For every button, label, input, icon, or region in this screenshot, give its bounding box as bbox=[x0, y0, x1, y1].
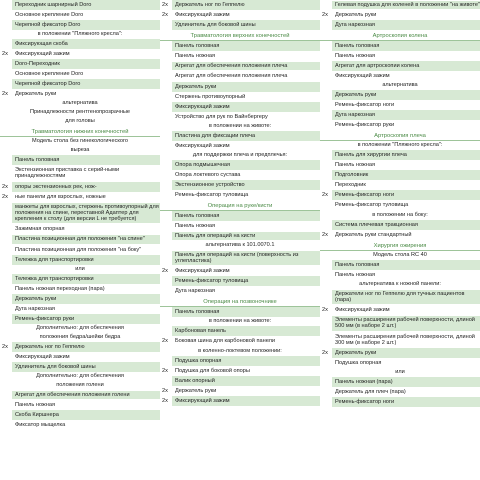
list-item bbox=[320, 377, 480, 387]
quantity-label: 2x bbox=[322, 307, 328, 314]
list-item bbox=[320, 305, 480, 315]
note-text: альтернатива к ножной панели: bbox=[359, 280, 441, 287]
note-text: положения голени bbox=[56, 382, 104, 389]
note-text: альтернатива bbox=[62, 100, 98, 106]
item-label: Держатель ног по Геппелю bbox=[12, 342, 160, 352]
quantity-label: 2x bbox=[162, 2, 168, 8]
note-text: Дополнительно: для обеспечения bbox=[36, 373, 124, 380]
item-label: Панель ножная bbox=[172, 221, 320, 231]
list-item bbox=[320, 230, 480, 240]
list-item bbox=[0, 192, 160, 202]
section-heading: Артроскопия колена bbox=[320, 30, 480, 41]
item-label: Панель для операций на кисти (поверхность из углепластика) bbox=[172, 251, 320, 266]
list-item bbox=[160, 231, 320, 241]
list-item bbox=[0, 294, 160, 304]
list-item bbox=[0, 362, 160, 372]
item-label: Фиксирующий зажим bbox=[332, 71, 480, 81]
item-label: Устройство для рук по Вайнбергеру bbox=[172, 112, 320, 122]
item-label: Подголовник bbox=[332, 170, 480, 180]
item-label: опоры экстензионных рек, нож- bbox=[12, 182, 160, 192]
list-item bbox=[0, 352, 160, 362]
quantity-label: 2x bbox=[322, 350, 328, 357]
quantity-label: 2x bbox=[162, 12, 168, 18]
item-label: Гелевая подушка для коленей в положении "на животе" bbox=[332, 1, 480, 9]
item-label: Пластина для фиксации плеча bbox=[172, 131, 320, 141]
item-label: Панель ножная (пара) bbox=[332, 377, 480, 387]
list-item bbox=[160, 376, 320, 386]
quantity-label: 2x bbox=[2, 183, 8, 190]
note-text: выреза bbox=[70, 147, 90, 153]
item-label: Ремень-фиксатор туловища bbox=[172, 190, 320, 200]
item-label: Зажимная опорная bbox=[12, 224, 160, 234]
note-text: в положении "Пляжного кресла": bbox=[357, 142, 443, 149]
item-label: Панель для хирургии плеча bbox=[332, 150, 480, 160]
item-label: Черепной фиксатор Doro bbox=[12, 79, 160, 89]
list-item bbox=[0, 155, 160, 165]
item-label: Боковая шина для карбоновой панели bbox=[172, 337, 320, 345]
note-text: Принадлежности рентгенопрозрачные bbox=[29, 109, 131, 115]
item-label: Опора подмышечная bbox=[172, 160, 320, 170]
list-item bbox=[0, 342, 160, 352]
list-item bbox=[0, 245, 160, 255]
item-label: Дуга наркозная bbox=[172, 286, 320, 296]
list-item bbox=[320, 180, 480, 190]
item-label: Экстензионное устройство bbox=[172, 180, 320, 190]
item-label: манжеты для взрослых, стержень противоупорный для положения на спине, переставной Адаптер для крепления к столу (для версии L не требуется) bbox=[12, 203, 160, 224]
item-label: Держатель руки bbox=[12, 89, 160, 99]
item-label: Агрегат для обеспечения положения плеча bbox=[172, 72, 320, 80]
list-item bbox=[160, 51, 320, 61]
item-label: Карбоновая панель bbox=[172, 326, 320, 336]
item-label: Панель ножная bbox=[172, 51, 320, 61]
item-label: Стержень противоупорный bbox=[172, 92, 320, 102]
list-item bbox=[160, 326, 320, 336]
note-text: для головы bbox=[65, 118, 95, 124]
item-label: Дуга наркозная bbox=[12, 304, 160, 314]
note-text: альтернатива к 101.0070.1 bbox=[205, 241, 275, 248]
list-item bbox=[160, 71, 320, 81]
item-label: Экстензионная приставка с серий-ными принадлежностями bbox=[12, 166, 160, 181]
list-item bbox=[0, 400, 160, 410]
section-heading: Травматология верхних конечностей bbox=[160, 30, 320, 41]
item-label: Панель ножная bbox=[12, 400, 160, 410]
note-text: для поддержки плеча и предплечья: bbox=[192, 151, 288, 158]
item-label: Фиксирующий зажим bbox=[12, 352, 160, 362]
item-label: Держатель руки bbox=[332, 10, 480, 20]
list-item bbox=[320, 90, 480, 100]
list-item bbox=[0, 410, 160, 420]
list-item bbox=[160, 307, 320, 317]
item-label: Пластина позиционная для положения "на спине" bbox=[12, 235, 160, 243]
item-label: Фиксирующий зажим bbox=[172, 10, 320, 20]
item-label: Валик опорный bbox=[172, 376, 320, 386]
item-label: Держатель руки bbox=[332, 348, 480, 358]
item-label: Панель головная bbox=[12, 155, 160, 165]
item-label: Панель ножная переходная (пара) bbox=[12, 284, 160, 294]
list-item bbox=[0, 182, 160, 192]
list-item bbox=[320, 200, 480, 210]
list-item bbox=[320, 270, 480, 280]
item-label: Ремень-фиксатор руки bbox=[332, 120, 480, 130]
list-item bbox=[160, 112, 320, 122]
list-item bbox=[160, 286, 320, 296]
list-item bbox=[320, 190, 480, 200]
list-item bbox=[160, 141, 320, 151]
list-item bbox=[160, 266, 320, 276]
item-label: Фиксирующий зажим bbox=[172, 102, 320, 112]
list-item bbox=[0, 79, 160, 89]
list-item bbox=[160, 211, 320, 221]
list-item bbox=[0, 202, 160, 225]
item-label: Ремень-фиксатор ноги bbox=[332, 100, 480, 110]
quantity-label: 2x bbox=[162, 367, 168, 374]
list-item bbox=[160, 221, 320, 231]
item-label: Тележка для транспортировки bbox=[12, 274, 160, 284]
item-label: Держатель руки bbox=[12, 294, 160, 304]
list-item bbox=[160, 336, 320, 346]
item-label: Панель головная bbox=[172, 211, 320, 221]
list-item bbox=[320, 150, 480, 160]
quantity-label: 2x bbox=[322, 231, 328, 238]
item-label: Ремень-фиксатор туловища bbox=[172, 276, 320, 286]
section-heading: Артроскопия плеча bbox=[320, 130, 480, 141]
quantity-label: 2x bbox=[162, 268, 168, 275]
item-label: Подушка опорная bbox=[332, 358, 480, 368]
section-heading: Травматология нижних конечностей bbox=[0, 126, 160, 137]
note-text: или bbox=[75, 266, 85, 273]
list-item bbox=[0, 274, 160, 284]
item-label: Пластина позиционная для положения "на боку" bbox=[12, 246, 160, 254]
column-2 bbox=[160, 0, 320, 406]
note-text: в положении на животе: bbox=[208, 122, 272, 129]
item-label: Держатель руки bbox=[172, 386, 320, 396]
note-text: Дополнительно: для обеспечения bbox=[36, 325, 124, 332]
quantity-label: 2x bbox=[322, 12, 328, 19]
list-item bbox=[160, 190, 320, 200]
quantity-label: 2x bbox=[162, 387, 168, 394]
list-item bbox=[160, 276, 320, 286]
list-item bbox=[160, 20, 320, 30]
item-label: Удлинитель для боковой шины bbox=[172, 20, 320, 30]
list-item bbox=[0, 234, 160, 244]
list-item bbox=[160, 386, 320, 396]
item-label: Переходник шарнирный Doro bbox=[12, 0, 160, 10]
list-item bbox=[0, 10, 160, 20]
note-text: в положении на животе: bbox=[208, 318, 272, 325]
list-item bbox=[160, 0, 320, 10]
item-label: Элементы расширения рабочей поверхности, длиной 300 мм (в наборе 2 шт.) bbox=[332, 333, 480, 348]
item-label: Панель головная bbox=[172, 307, 320, 317]
list-item bbox=[320, 260, 480, 270]
note-text: Модель стола без гинекологического bbox=[31, 138, 129, 144]
list-item bbox=[320, 41, 480, 51]
list-item bbox=[160, 180, 320, 190]
item-label: Основное крепление Doro bbox=[12, 10, 160, 20]
list-item bbox=[160, 356, 320, 366]
item-label: Панель ножная bbox=[332, 270, 480, 280]
item-label: Основное крепление Doro bbox=[12, 69, 160, 79]
item-label: Панель ножная bbox=[332, 160, 480, 170]
item-label: Скоба Киршнера bbox=[12, 410, 160, 420]
item-label: Фиксирующий зажим bbox=[332, 305, 480, 315]
list-item bbox=[320, 315, 480, 332]
list-item bbox=[320, 170, 480, 180]
quantity-label: 2x bbox=[162, 397, 168, 404]
list-item bbox=[0, 59, 160, 69]
list-item bbox=[160, 82, 320, 92]
item-label: Тележка для транспортировки bbox=[12, 255, 160, 265]
item-label: Подушка опорная bbox=[172, 356, 320, 366]
item-label: Панель головная bbox=[332, 260, 480, 270]
list-item bbox=[0, 20, 160, 30]
note-text: в положении "Пляжного кресла": bbox=[37, 31, 123, 37]
quantity-label: 2x bbox=[2, 193, 8, 200]
item-label: Держатель руки bbox=[172, 82, 320, 92]
list-item bbox=[320, 397, 480, 407]
list-item bbox=[160, 160, 320, 170]
list-item bbox=[320, 289, 480, 306]
section-heading: Операция на руке/кисти bbox=[160, 200, 320, 211]
list-item bbox=[320, 51, 480, 61]
item-label: Ремень-фиксатор руки bbox=[12, 314, 160, 324]
list-item bbox=[0, 165, 160, 182]
item-label: Ремень-фиксатор ноги bbox=[332, 397, 480, 407]
item-label: Doro-Переходник bbox=[12, 59, 160, 69]
list-item bbox=[320, 0, 480, 10]
item-label: Держатель для плеч (пара) bbox=[332, 387, 480, 397]
item-label: ные панели для взрослых, ножные bbox=[12, 192, 160, 202]
list-item bbox=[0, 255, 160, 265]
item-label: Фиксирующий зажим bbox=[172, 266, 320, 276]
item-label: Фиксирующая скоба bbox=[12, 39, 160, 49]
list-item bbox=[320, 110, 480, 120]
list-item bbox=[0, 284, 160, 294]
quantity-label: 2x bbox=[2, 91, 8, 97]
list-item bbox=[160, 366, 320, 376]
list-item bbox=[320, 20, 480, 30]
list-item bbox=[320, 10, 480, 20]
item-label: Держатели ног по Геппелю для тучных пациентов (пара) bbox=[332, 290, 480, 305]
note-text: в положении на боку: bbox=[372, 211, 428, 218]
list-item bbox=[320, 220, 480, 230]
list-item bbox=[160, 131, 320, 141]
note-text: или bbox=[395, 369, 405, 376]
list-item bbox=[160, 102, 320, 112]
list-item bbox=[160, 396, 320, 406]
section-heading: Хирургия ожирения bbox=[320, 240, 480, 251]
list-item bbox=[320, 348, 480, 358]
item-label: Дуга наркозная bbox=[332, 20, 480, 30]
list-item bbox=[0, 89, 160, 99]
item-label: Дуга наркозная bbox=[332, 110, 480, 120]
list-item bbox=[320, 100, 480, 110]
list-item bbox=[0, 69, 160, 79]
list-item bbox=[320, 387, 480, 397]
list-item bbox=[0, 304, 160, 314]
list-item bbox=[320, 160, 480, 170]
item-label: Панель головная bbox=[172, 41, 320, 51]
section-heading: Операция на позвоночнике bbox=[160, 296, 320, 307]
item-label: Подушка для боковой опоры bbox=[172, 366, 320, 376]
item-label: Опора локтевого сустава bbox=[172, 170, 320, 180]
list-item bbox=[0, 0, 160, 10]
list-item bbox=[320, 71, 480, 81]
item-label: Система плечевая тракционная bbox=[332, 220, 480, 230]
item-label: Панель ножная bbox=[332, 51, 480, 61]
column-3 bbox=[320, 0, 480, 407]
item-label: Агрегат для обеспечения положения плеча bbox=[172, 62, 320, 70]
list-item bbox=[160, 10, 320, 20]
note-text: в коленно-локтевом положении: bbox=[198, 347, 282, 354]
list-item bbox=[0, 224, 160, 234]
list-item bbox=[0, 39, 160, 49]
item-label: Агрегат для артроскопии колена bbox=[332, 61, 480, 71]
column-1 bbox=[0, 0, 160, 430]
item-label: Элементы расширения рабочей поверхности, длиной 500 мм (в наборе 2 шт.) bbox=[332, 316, 480, 331]
item-label: Держатель руки bbox=[332, 90, 480, 100]
list-item bbox=[160, 250, 320, 267]
item-label: Агрегат для обеспечения положения голени bbox=[12, 391, 160, 399]
list-item bbox=[0, 49, 160, 59]
note-text: альтернатива bbox=[382, 82, 418, 89]
note-text: положения бедра/шейки бедра bbox=[39, 334, 121, 341]
item-label: Ремень-фиксатор туловища bbox=[332, 201, 480, 209]
list-item bbox=[160, 41, 320, 51]
item-label: Панель головная bbox=[332, 41, 480, 51]
item-label: Переходник bbox=[332, 180, 480, 190]
quantity-label: 2x bbox=[162, 338, 168, 345]
item-label: Черепной фиксатор Doro bbox=[12, 20, 160, 30]
item-label: Удлинитель для боковой шины bbox=[12, 362, 160, 372]
list-item bbox=[160, 92, 320, 102]
item-label: Фиксатор мыщелка bbox=[12, 420, 160, 430]
list-item bbox=[320, 358, 480, 368]
item-label: Фиксирующий зажим bbox=[12, 49, 160, 59]
quantity-label: 2x bbox=[322, 192, 328, 199]
quantity-label: 2x bbox=[2, 51, 8, 57]
list-item bbox=[0, 390, 160, 400]
list-item bbox=[320, 120, 480, 130]
list-item bbox=[160, 170, 320, 180]
note-text: Модель стола RC 40 bbox=[373, 251, 427, 258]
item-label: Панель для операций на кисти bbox=[172, 232, 320, 240]
list-item bbox=[160, 61, 320, 71]
item-label: Держатель ног по Геппелю bbox=[172, 0, 320, 10]
item-label: Ремень-фиксатор ноги bbox=[332, 190, 480, 200]
list-item bbox=[0, 420, 160, 430]
list-item bbox=[320, 332, 480, 349]
item-label: Фиксирующий зажим bbox=[172, 396, 320, 406]
list-item bbox=[0, 314, 160, 324]
item-label: Фиксирующий зажим bbox=[172, 141, 320, 151]
quantity-label: 2x bbox=[2, 344, 8, 351]
item-label: Держатель руки стандартный bbox=[332, 230, 480, 240]
list-item bbox=[320, 61, 480, 71]
